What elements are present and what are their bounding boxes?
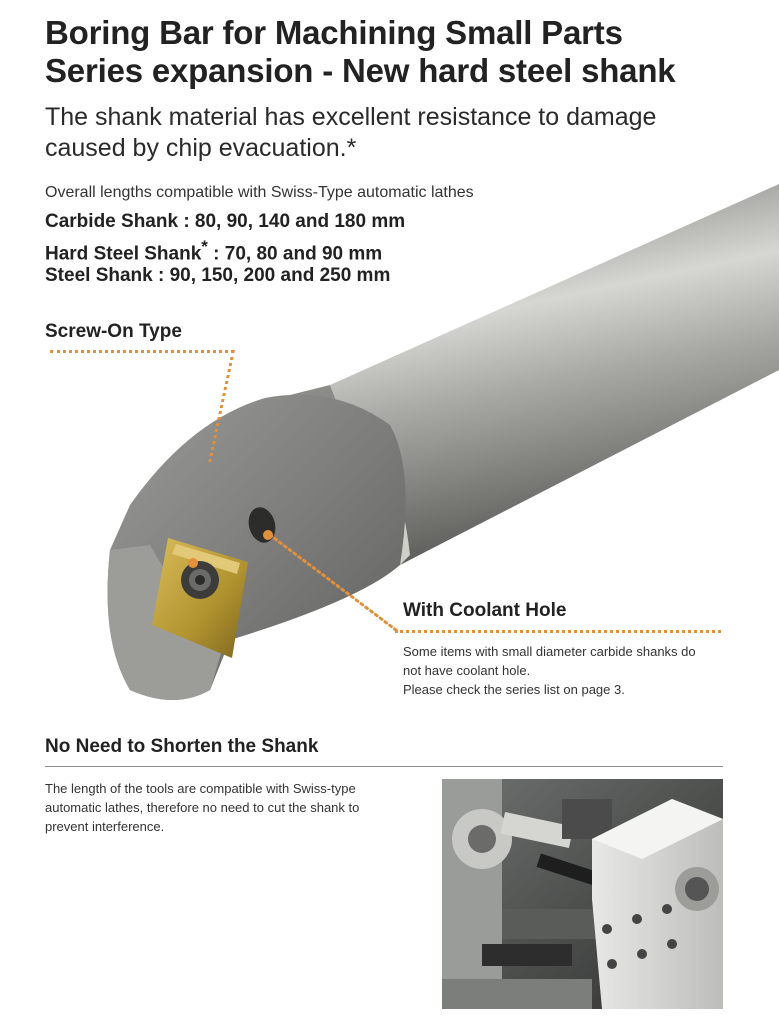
spec-hard-steel-shank (45, 237, 382, 265)
lengths-intro: Overall lengths compatible with Swiss-Type automatic lathes (45, 184, 474, 201)
subtitle-line-2: caused by chip evacuation.* (45, 134, 357, 162)
screw-on-leader-h (50, 350, 234, 353)
coolant-note-line-2: not have coolant hole. (403, 663, 531, 678)
coolant-note-line-1: Some items with small diameter carbide shanks do (403, 644, 696, 659)
coolant-leader-h (395, 630, 721, 633)
section-text-line-3: prevent interference. (45, 819, 165, 834)
page-title (45, 14, 675, 90)
lathe-machine-photo (442, 779, 723, 1009)
section-text-line-1: The length of the tools are compatible with Swiss-type (45, 781, 356, 796)
title-line-2: Series expansion - New hard steel shank (45, 52, 676, 89)
footnote-mark: * (201, 237, 208, 256)
subtitle-line-1: The shank material has excellent resistance to damage (45, 103, 657, 131)
section-divider (45, 766, 723, 767)
coolant-hole-note (403, 642, 733, 699)
section-text-line-2: automatic lathes, therefore no need to cut the shank to (45, 800, 360, 815)
hard-steel-label: Hard Steel Shank (45, 243, 202, 265)
section-description (45, 779, 405, 836)
coolant-hole-label: With Coolant Hole (403, 600, 567, 621)
coolant-note-line-3: Please check the series list on page 3. (403, 682, 625, 697)
title-line-1: Boring Bar for Machining Small Parts (45, 14, 623, 51)
page-subtitle (45, 102, 656, 164)
spec-steel-shank: Steel Shank : 90, 150, 200 and 250 mm (45, 265, 391, 286)
hard-steel-values: : 70, 80 and 90 mm (207, 243, 383, 265)
coolant-leader-diagonal (266, 530, 401, 634)
section-title: No Need to Shorten the Shank (45, 736, 319, 757)
screw-on-label: Screw-On Type (45, 321, 182, 342)
spec-carbide-shank: Carbide Shank : 80, 90, 140 and 180 mm (45, 211, 406, 232)
